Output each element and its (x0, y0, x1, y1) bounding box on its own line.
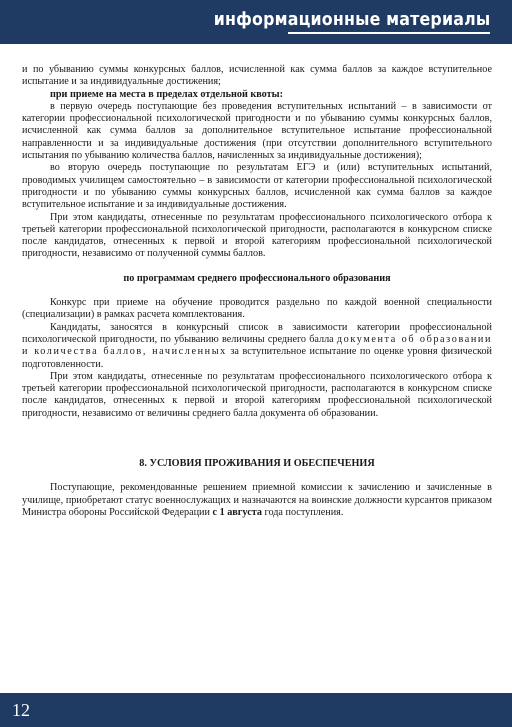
enrollment-date: с 1 августа (212, 506, 262, 518)
paragraph-1: и по убыванию суммы конкурсных баллов, исчисленной как сумма баллов за каждое вступительное испытание и за индивидуальные достижения; (22, 64, 492, 88)
quota-heading: при приеме на места в пределах отдельной квоты: (50, 88, 283, 100)
footer-band (0, 693, 512, 727)
paragraph-candidates-part-c: за вступительное испытание по оценке уровня физической подготовленности. (22, 346, 493, 370)
paragraph-enrollment (22, 482, 492, 519)
spacer (22, 420, 492, 458)
paragraph-third-category-1: При этом кандидаты, отнесенные по результатам профессионального психологического отбора к третьей категории профессиональной психологической пригодности, располагаются в конкурсном списке после кандидатов, отнесенных к первой и второй категориям профессиональной психологической пригодности, независимо от полученной суммы баллов. (22, 211, 492, 260)
paragraph-first-priority: в первую очередь поступающие без проведения вступительных испытаний – в зависимости от категории профессиональной психологической пригодности и по убыванию суммы конкурсных баллов, исчисленной как сумма баллов за дополнительное вступительное испытание профессиональной направленности и за индивидуальные достижения (при отсутствии дополнительного вступительного испытания по убыванию количества баллов, начисленных за индивидуальные достижения); (22, 100, 492, 162)
header-band (0, 0, 512, 44)
header-title: информационные материалы (213, 9, 490, 30)
header-title-underline (288, 32, 490, 34)
spacer (22, 261, 492, 273)
page-number: 12 (12, 700, 30, 720)
paragraph-enrollment-end: года поступления. (261, 506, 344, 518)
section-heading-8: 8. УСЛОВИЯ ПРОЖИВАНИЯ И ОБЕСПЕЧЕНИЯ (139, 458, 375, 470)
paragraph-candidates-part-a: Кандидаты, заносятся в конкурсный список в зависимости категории профессиональной психологической пригодности, по убыванию величины среднего балла (22, 321, 492, 345)
paragraph-competition: Конкурс при приеме на обучение проводится раздельно по каждой военной специальности (специализации) в рамках расчета комплектования. (22, 297, 492, 321)
paragraph-second-priority: во вторую очередь поступающие по результатам ЕГЭ и (или) вступительных испытаний, проводимых училищем самостоятельно – в зависимости от категории профессиональной психологической пригодности и по убыванию суммы конкурсных баллов, исчисленной как сумма баллов за каждое вступительное испытание и за индивидуальные достижения. (22, 162, 492, 211)
document-body (22, 64, 492, 519)
paragraph-enrollment-text: Поступающие, рекомендованные решением приемной комиссии к зачислению и зачисленные в училище, приобретают статус военнослужащих и назначаются на воинские должности курсантов приказом Министра обороны Российской Федерации (22, 482, 492, 518)
spacer (22, 470, 492, 482)
paragraph-candidates-list (22, 322, 492, 371)
paragraph-candidates-part-b: документа об образовании и количества баллов, начисленных (22, 333, 492, 358)
paragraph-third-category-2: При этом кандидаты, отнесенные по результатам профессионального психологического отбора к третьей категории профессиональной психологической пригодности, располагаются в конкурсном списке после кандидатов, отнесенных к первой и второй категориям профессиональной психологической пригодности, независимо от величины среднего балла документа об образовании. (22, 370, 492, 419)
subheading-spo: по программам среднего профессионального образования (123, 272, 391, 284)
spacer (22, 285, 492, 297)
